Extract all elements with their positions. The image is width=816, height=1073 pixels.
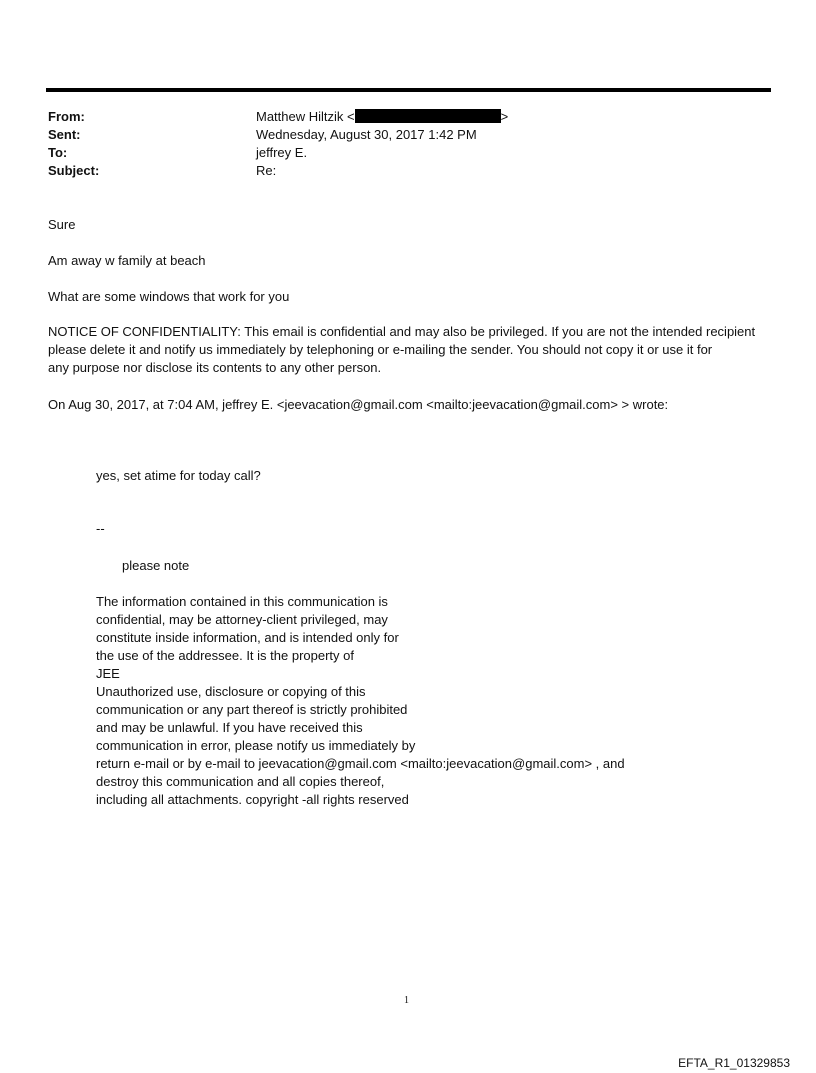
legal-line: and may be unlawful. If you have received this [96, 720, 363, 735]
redaction-box [355, 109, 501, 123]
sent-value: Wednesday, August 30, 2017 1:42 PM [256, 127, 477, 142]
legal-line: confidential, may be attorney-client privileged, may [96, 612, 388, 627]
header-rule [46, 88, 771, 92]
notice-line: NOTICE OF CONFIDENTIALITY: This email is confidential and may also be privileged. If you are not the intended recipient [48, 324, 756, 339]
confidentiality-notice [48, 323, 773, 377]
body-line-away: Am away w family at beach [48, 253, 206, 268]
notice-line: any purpose nor disclose its contents to any other person. [48, 360, 382, 375]
legal-line: Unauthorized use, disclosure or copying of this [96, 684, 366, 699]
quoted-message: yes, set atime for today call? [96, 468, 261, 483]
legal-line: communication or any part thereof is strictly prohibited [96, 702, 408, 717]
to-value: jeffrey E. [256, 145, 308, 160]
sent-label: Sent: [48, 127, 81, 142]
subject-label: Subject: [48, 163, 100, 178]
from-value [256, 108, 508, 126]
body-line-windows: What are some windows that work for you [48, 289, 290, 304]
document-id: EFTA_R1_01329853 [678, 1056, 790, 1070]
to-label: To: [48, 145, 68, 160]
legal-line: communication in error, please notify us immediately by [96, 738, 416, 753]
legal-line: constitute inside information, and is intended only for [96, 630, 399, 645]
page-number: 1 [404, 995, 409, 1006]
legal-line: including all attachments. copyright -all rights reserved [96, 792, 409, 807]
from-name: Matthew Hiltzik < [256, 109, 355, 124]
legal-line: the use of the addressee. It is the property of [96, 648, 354, 663]
body-line-sure: Sure [48, 217, 76, 232]
please-note: please note [122, 558, 190, 573]
legal-disclaimer [96, 593, 625, 809]
from-label: From: [48, 109, 85, 124]
legal-line: destroy this communication and all copies thereof, [96, 774, 385, 789]
legal-line: return e-mail or by e-mail to jeevacation@gmail.com <mailto:jeevacation@gmail.com> , and [96, 756, 625, 771]
from-close: > [500, 109, 509, 124]
legal-line: The information contained in this communication is [96, 594, 388, 609]
legal-line: JEE [96, 666, 120, 681]
notice-line: please delete it and notify us immediately by telephoning or e-mailing the sender. You should not copy it or use it for [48, 342, 713, 357]
subject-value: Re: [256, 163, 277, 178]
reply-attribution: On Aug 30, 2017, at 7:04 AM, jeffrey E. <jeevacation@gmail.com <mailto:jeevacation@gmail.com> > wrote: [48, 397, 669, 412]
signature-separator: -- [96, 521, 105, 536]
